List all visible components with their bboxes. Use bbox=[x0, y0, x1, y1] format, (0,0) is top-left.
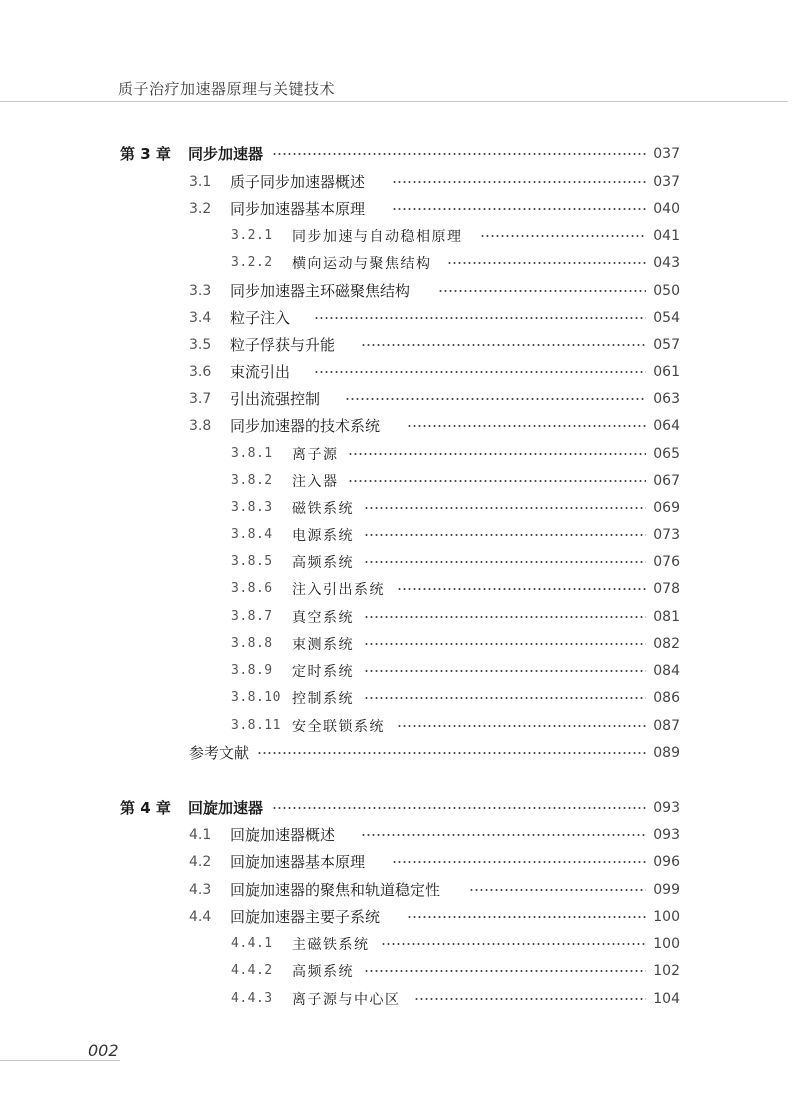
toc-entry-title: 安全联锁系统 bbox=[292, 718, 385, 735]
toc-entry-title: 电源系统 bbox=[292, 527, 354, 544]
toc-entry-title: 磁铁系统 bbox=[292, 500, 354, 517]
toc-entry-number: 3.6 bbox=[189, 363, 212, 380]
toc-dot-leader bbox=[314, 371, 646, 373]
toc-entry-number: 3.5 bbox=[189, 336, 212, 353]
toc-entry-title: 离子源与中心区 bbox=[292, 991, 401, 1008]
toc-entry-title: 粒子俘获与升能 bbox=[230, 336, 336, 354]
toc-entry-number: 4.4.1 bbox=[231, 936, 273, 951]
toc-entry[interactable] bbox=[0, 195, 800, 222]
toc-entry-page: 093 bbox=[653, 826, 680, 843]
toc-entry-page: 100 bbox=[653, 935, 680, 952]
toc-entry[interactable] bbox=[0, 903, 800, 930]
toc-entry-title: 真空系统 bbox=[292, 609, 354, 626]
toc-entry-number: 第 4 章 bbox=[120, 799, 171, 817]
toc-entry-title: 质子同步加速器概述 bbox=[230, 173, 366, 191]
toc-entry-number: 3.4 bbox=[189, 309, 212, 326]
toc-entry-number: 3.8.11 bbox=[231, 718, 281, 733]
toc-entry-title: 同步加速器 bbox=[188, 145, 264, 163]
toc-entry-number: 4.4.3 bbox=[231, 991, 273, 1006]
toc-entry[interactable] bbox=[0, 821, 800, 848]
toc-entry-page: 040 bbox=[653, 200, 680, 217]
toc-entry[interactable] bbox=[0, 794, 800, 821]
toc-entry-number: 3.3 bbox=[189, 282, 212, 299]
toc-dot-leader bbox=[348, 453, 647, 455]
toc-entry-title: 同步加速与自动稳相原理 bbox=[292, 228, 463, 245]
toc-entry-page: 061 bbox=[653, 363, 680, 380]
toc-entry-number: 4.4 bbox=[189, 908, 212, 925]
toc-dot-leader bbox=[397, 588, 646, 590]
toc-entry-number: 3.8.1 bbox=[231, 446, 273, 461]
toc-entry-title: 回旋加速器基本原理 bbox=[230, 853, 366, 871]
footer-rule bbox=[0, 1060, 120, 1061]
toc-entry[interactable] bbox=[0, 930, 800, 957]
toc-dot-leader bbox=[469, 889, 646, 891]
toc-entry-page: 102 bbox=[653, 962, 680, 979]
toc-entry[interactable] bbox=[0, 168, 800, 195]
toc-dot-leader bbox=[348, 480, 647, 482]
toc-entry-number: 3.8.9 bbox=[231, 663, 273, 678]
toc-entry-title: 束测系统 bbox=[292, 636, 354, 653]
running-header: 质子治疗加速器原理与关键技术 bbox=[118, 80, 336, 98]
toc-entry-page: 076 bbox=[653, 553, 680, 570]
toc-entry-page: 050 bbox=[653, 282, 680, 299]
toc-entry-number: 3.8 bbox=[189, 417, 212, 434]
toc-dot-leader bbox=[364, 616, 646, 618]
toc-entry-number: 3.2 bbox=[189, 200, 212, 217]
toc-dot-leader bbox=[272, 153, 647, 155]
toc-entry-title: 主磁铁系统 bbox=[292, 936, 370, 953]
toc-entry[interactable] bbox=[0, 440, 800, 467]
toc-entry-page: 084 bbox=[653, 662, 680, 679]
toc-entry-page: 089 bbox=[653, 744, 680, 761]
toc-entry[interactable] bbox=[0, 876, 800, 903]
toc-entry-title: 定时系统 bbox=[292, 663, 354, 680]
toc-entry-number: 3.1 bbox=[189, 173, 212, 190]
toc-entry[interactable] bbox=[0, 331, 800, 358]
toc-entry-title: 注入引出系统 bbox=[292, 581, 385, 598]
toc-entry-page: 078 bbox=[653, 580, 680, 597]
toc-entry-page: 081 bbox=[653, 608, 680, 625]
toc-entry-title: 回旋加速器概述 bbox=[230, 826, 336, 844]
toc-entry[interactable] bbox=[0, 712, 800, 739]
toc-dot-leader bbox=[257, 752, 646, 754]
toc-entry[interactable] bbox=[0, 985, 800, 1012]
toc-dot-leader bbox=[272, 807, 647, 809]
toc-entry-title: 粒子注入 bbox=[230, 309, 291, 327]
toc-entry[interactable] bbox=[0, 521, 800, 548]
toc-entry-number: 3.8.2 bbox=[231, 473, 273, 488]
toc-entry-page: 057 bbox=[653, 336, 680, 353]
toc-entry[interactable] bbox=[0, 249, 800, 276]
toc-entry-page: 087 bbox=[653, 717, 680, 734]
toc-entry-page: 093 bbox=[653, 799, 680, 816]
toc-entry-page: 104 bbox=[653, 990, 680, 1007]
toc-dot-leader bbox=[364, 697, 646, 699]
toc-entry-number: 3.8.7 bbox=[231, 609, 273, 624]
toc-entry-title: 高频系统 bbox=[292, 963, 354, 980]
toc-entry-title: 高频系统 bbox=[292, 554, 354, 571]
toc-entry-number: 4.1 bbox=[189, 826, 212, 843]
toc-entry-page: 067 bbox=[653, 472, 680, 489]
toc-entry[interactable] bbox=[0, 494, 800, 521]
toc-entry-number: 3.7 bbox=[189, 390, 212, 407]
toc-entry-number: 3.8.4 bbox=[231, 527, 273, 542]
toc-entry[interactable] bbox=[0, 657, 800, 684]
toc-entry-number: 4.2 bbox=[189, 853, 212, 870]
toc-entry-number: 第 3 章 bbox=[120, 145, 171, 163]
toc-entry-number: 3.8.6 bbox=[231, 581, 273, 596]
toc-entry-title: 离子源 bbox=[292, 446, 339, 463]
toc-entry[interactable] bbox=[0, 739, 800, 766]
toc-entry[interactable] bbox=[0, 548, 800, 575]
toc-entry-title: 回旋加速器 bbox=[188, 799, 264, 817]
toc-entry-number: 3.8.10 bbox=[231, 690, 281, 705]
header-rule bbox=[0, 101, 788, 102]
toc-entry-title: 同步加速器的技术系统 bbox=[230, 417, 381, 435]
toc-entry-page: 096 bbox=[653, 853, 680, 870]
toc-dot-leader bbox=[364, 561, 646, 563]
toc-dot-leader bbox=[381, 943, 647, 945]
toc-entry-number: 3.2.2 bbox=[231, 255, 273, 270]
toc-dot-leader bbox=[364, 670, 646, 672]
toc-entry[interactable] bbox=[0, 467, 800, 494]
toc-entry-title: 参考文献 bbox=[189, 744, 250, 762]
toc-entry[interactable] bbox=[0, 358, 800, 385]
toc-entry[interactable] bbox=[0, 957, 800, 984]
toc-dot-leader bbox=[361, 344, 647, 346]
toc-entry[interactable] bbox=[0, 222, 800, 249]
toc-entry-title: 同步加速器基本原理 bbox=[230, 200, 366, 218]
toc-entry[interactable] bbox=[0, 630, 800, 657]
toc-entry[interactable] bbox=[0, 848, 800, 875]
toc-entry-number: 3.8.5 bbox=[231, 554, 273, 569]
toc-entry-page: 065 bbox=[653, 445, 680, 462]
toc-dot-leader bbox=[392, 208, 647, 210]
toc-entry-page: 100 bbox=[653, 908, 680, 925]
toc-entry[interactable] bbox=[0, 603, 800, 630]
toc-dot-leader bbox=[364, 534, 646, 536]
toc-entry-page: 064 bbox=[653, 417, 680, 434]
toc-entry-title: 束流引出 bbox=[230, 363, 291, 381]
toc-entry-number: 4.3 bbox=[189, 881, 212, 898]
toc-entry-title: 回旋加速器主要子系统 bbox=[230, 908, 381, 926]
toc-dot-leader bbox=[438, 290, 646, 292]
toc-entry-title: 控制系统 bbox=[292, 690, 354, 707]
toc-entry-title: 回旋加速器的聚焦和轨道稳定性 bbox=[230, 881, 441, 899]
toc-entry-title: 注入器 bbox=[292, 473, 339, 490]
toc-entry-number: 4.4.2 bbox=[231, 963, 273, 978]
toc-entry-page: 086 bbox=[653, 689, 680, 706]
toc-entry-title: 横向运动与聚焦结构 bbox=[292, 255, 432, 272]
toc-dot-leader bbox=[364, 970, 646, 972]
toc-entry-page: 043 bbox=[653, 254, 680, 271]
toc-entry[interactable] bbox=[0, 575, 800, 602]
toc-entry-number: 3.8.8 bbox=[231, 636, 273, 651]
toc-dot-leader bbox=[345, 398, 646, 400]
toc-entry[interactable] bbox=[0, 412, 800, 439]
toc-dot-leader bbox=[364, 507, 646, 509]
toc-entry[interactable] bbox=[0, 684, 800, 711]
toc-entry[interactable] bbox=[0, 385, 800, 412]
toc-entry-page: 041 bbox=[653, 227, 680, 244]
toc-entry[interactable] bbox=[0, 140, 800, 167]
toc-dot-leader bbox=[364, 643, 646, 645]
toc-dot-leader bbox=[392, 861, 647, 863]
toc-entry-title: 引出流强控制 bbox=[230, 390, 321, 408]
toc-dot-leader bbox=[314, 317, 646, 319]
toc-entry-title: 同步加速器主环磁聚焦结构 bbox=[230, 282, 411, 300]
toc-entry[interactable] bbox=[0, 304, 800, 331]
toc-entry-number: 3.8.3 bbox=[231, 500, 273, 515]
toc-entry-page: 063 bbox=[653, 390, 680, 407]
toc-entry-page: 054 bbox=[653, 309, 680, 326]
toc-entry-page: 099 bbox=[653, 881, 680, 898]
toc-dot-leader bbox=[480, 235, 647, 237]
toc-entry-page: 037 bbox=[653, 173, 680, 190]
toc-dot-leader bbox=[361, 834, 647, 836]
toc-entry-page: 037 bbox=[653, 145, 680, 162]
toc-entry-page: 069 bbox=[653, 499, 680, 516]
toc-dot-leader bbox=[407, 916, 646, 918]
toc-entry-page: 082 bbox=[653, 635, 680, 652]
toc-dot-leader bbox=[447, 262, 647, 264]
toc-dot-leader bbox=[392, 181, 647, 183]
toc-entry[interactable] bbox=[0, 277, 800, 304]
toc-entry-number: 3.2.1 bbox=[231, 228, 273, 243]
toc-dot-leader bbox=[407, 425, 646, 427]
toc-entry-page: 073 bbox=[653, 526, 680, 543]
toc-dot-leader bbox=[414, 998, 647, 1000]
page-number: 002 bbox=[88, 1041, 119, 1060]
toc-dot-leader bbox=[397, 725, 646, 727]
